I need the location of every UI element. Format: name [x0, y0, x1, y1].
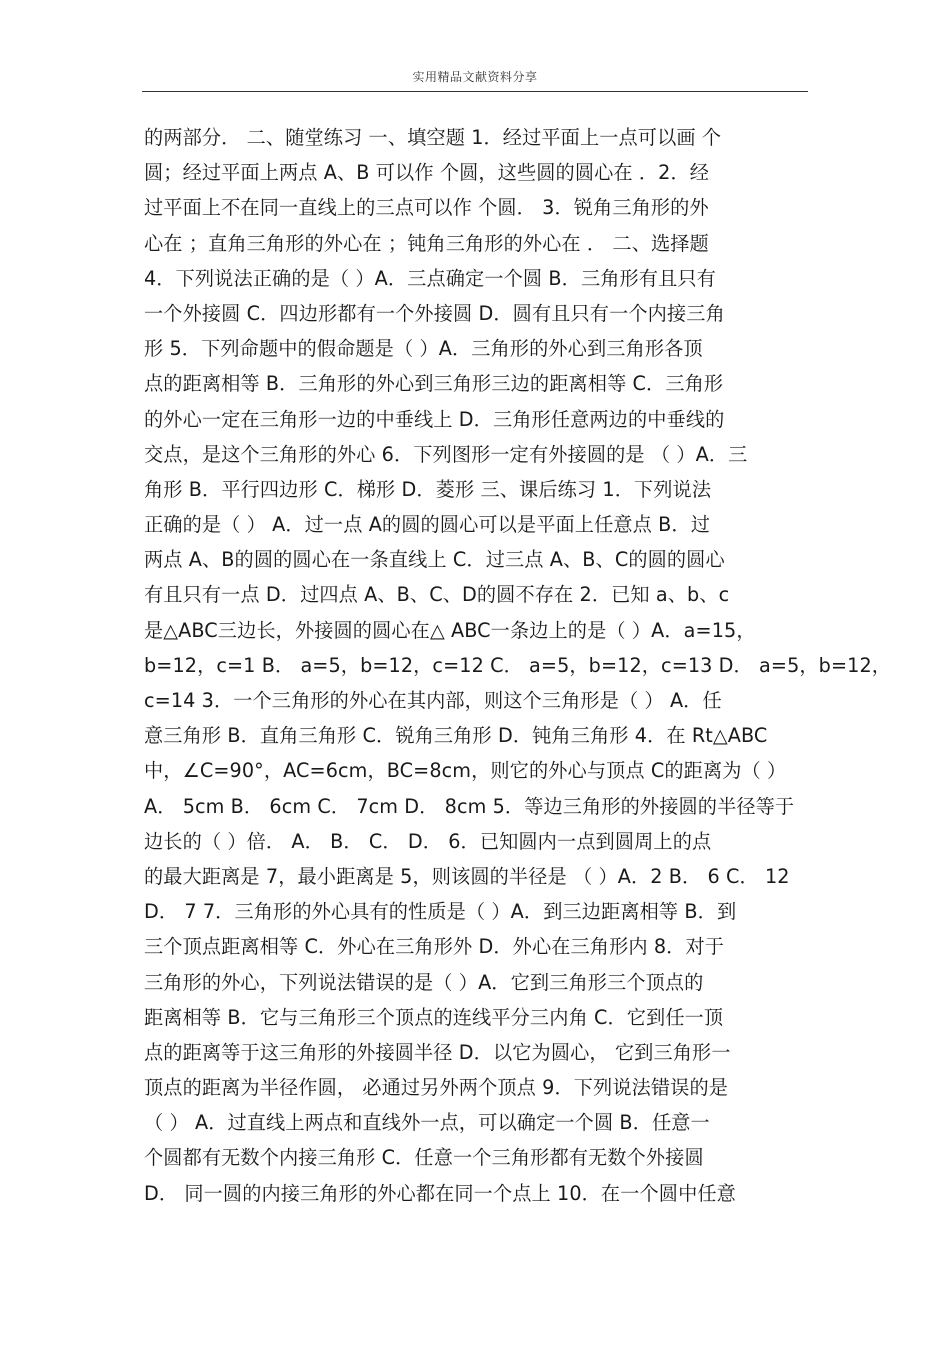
text-line: 圆；经过平面上两点 A、B 可以作 个圆，这些圆的圆心在 ．2．经: [144, 161, 710, 185]
text-line: （ ） A．过直线上两点和直线外一点，可以确定一个圆 B．任意一: [144, 1111, 710, 1135]
text-line: 的两部分． 二、随堂练习 一、填空题 1．经过平面上一点可以画 个: [144, 126, 722, 149]
text-line: 点的距离相等 B．三角形的外心到三角形三边的距离相等 C．三角形: [144, 372, 724, 396]
text-line: 距离相等 B．它与三角形三个顶点的连线平分三内角 C．它到任一顶: [144, 1005, 724, 1029]
text-line: 4．下列说法正确的是（ ）A．三点确定一个圆 B．三角形有且只有: [144, 266, 716, 290]
text-line: 个圆都有无数个内接三角形 C．任意一个三角形都有无数个外接圆: [144, 1146, 704, 1170]
text-line: 是△ABC三边长，外接圆的圆心在△ ABC一条边上的是（ ）A．a=15，: [144, 618, 756, 642]
text-line: c=14 3．一个三角形的外心在其内部，则这个三角形是（ ） A．任: [144, 689, 722, 712]
text-line: 的最大距离是 7，最小距离是 5，则该圆的半径是 （ ）A．2 B． 6 C． 12: [144, 864, 790, 888]
text-line: 形 5．下列命题中的假命题是（ ）A．三角形的外心到三角形各顶: [144, 337, 703, 361]
text-line: 三个顶点距离相等 C．外心在三角形外 D．外心在三角形内 8．对于: [144, 935, 725, 959]
text-line: 两点 A、B的圆的圆心在一条直线上 C．过三点 A、B、C的圆的圆心: [144, 548, 725, 572]
text-line: 一个外接圆 C．四边形都有一个外接圆 D．圆有且只有一个内接三角: [144, 301, 725, 325]
text-line: 角形 B．平行四边形 C．梯形 D．菱形 三、课后练习 1．下列说法: [144, 477, 712, 501]
text-line: A． 5cm B． 6cm C． 7cm D． 8cm 5．等边三角形的外接圆的半径等于: [144, 794, 795, 818]
text-line: 正确的是（ ） A．过一点 A的圆的圆心可以是平面上任意点 B．过: [144, 513, 710, 537]
text-line: 意三角形 B．直角三角形 C．锐角三角形 D．钝角三角形 4．在 Rt△ABC: [144, 724, 768, 748]
text-line: 顶点的距离为半径作圆， 必通过另外两个顶点 9．下列说法错误的是: [144, 1076, 729, 1100]
text-line: D． 同一圆的内接三角形的外心都在同一个点上 10．在一个圆中任意: [144, 1181, 736, 1205]
header-divider: [142, 91, 808, 92]
text-line: 过平面上不在同一直线上的三点可以作 个圆． 3．锐角三角形的外: [144, 196, 709, 220]
text-line: 三角形的外心，下列说法错误的是（ ）A．它到三角形三个顶点的: [144, 970, 704, 994]
text-line: 中，∠C=90°，AC=6cm，BC=8cm，则它的外心与顶点 C的距离为（ ）: [144, 759, 787, 783]
text-line: 心在 ；直角三角形的外心在 ；钝角三角形的外心在 ． 二、选择题: [144, 231, 709, 255]
text-line: 点的距离等于这三角形的外接圆半径 D．以它为圆心， 它到三角形一: [144, 1040, 731, 1064]
document-body: [144, 120, 892, 1211]
text-line: 边长的（ ）倍． A． B． C． D． 6．已知圆内一点到圆周上的点: [144, 829, 712, 853]
page-header: [0, 0, 950, 96]
text-line: 的外心一定在三角形一边的中垂线上 D．三角形任意两边的中垂线的: [144, 407, 725, 431]
text-line: 交点，是这个三角形的外心 6．下列图形一定有外接圆的是 （ ）A．三: [144, 442, 748, 466]
text-line: D． 7 7．三角形的外心具有的性质是（ ）A．到三边距离相等 B．到: [144, 900, 737, 924]
text-line: 有且只有一点 D．过四点 A、B、C、D的圆不存在 2．已知 a、b、c: [144, 583, 730, 607]
header-title: 实用精品文献资料分享: [412, 70, 538, 84]
text-line: b=12，c=1 B． a=5，b=12，c=12 C． a=5，b=12，c=13 D． a=5，b=12，: [144, 653, 892, 677]
